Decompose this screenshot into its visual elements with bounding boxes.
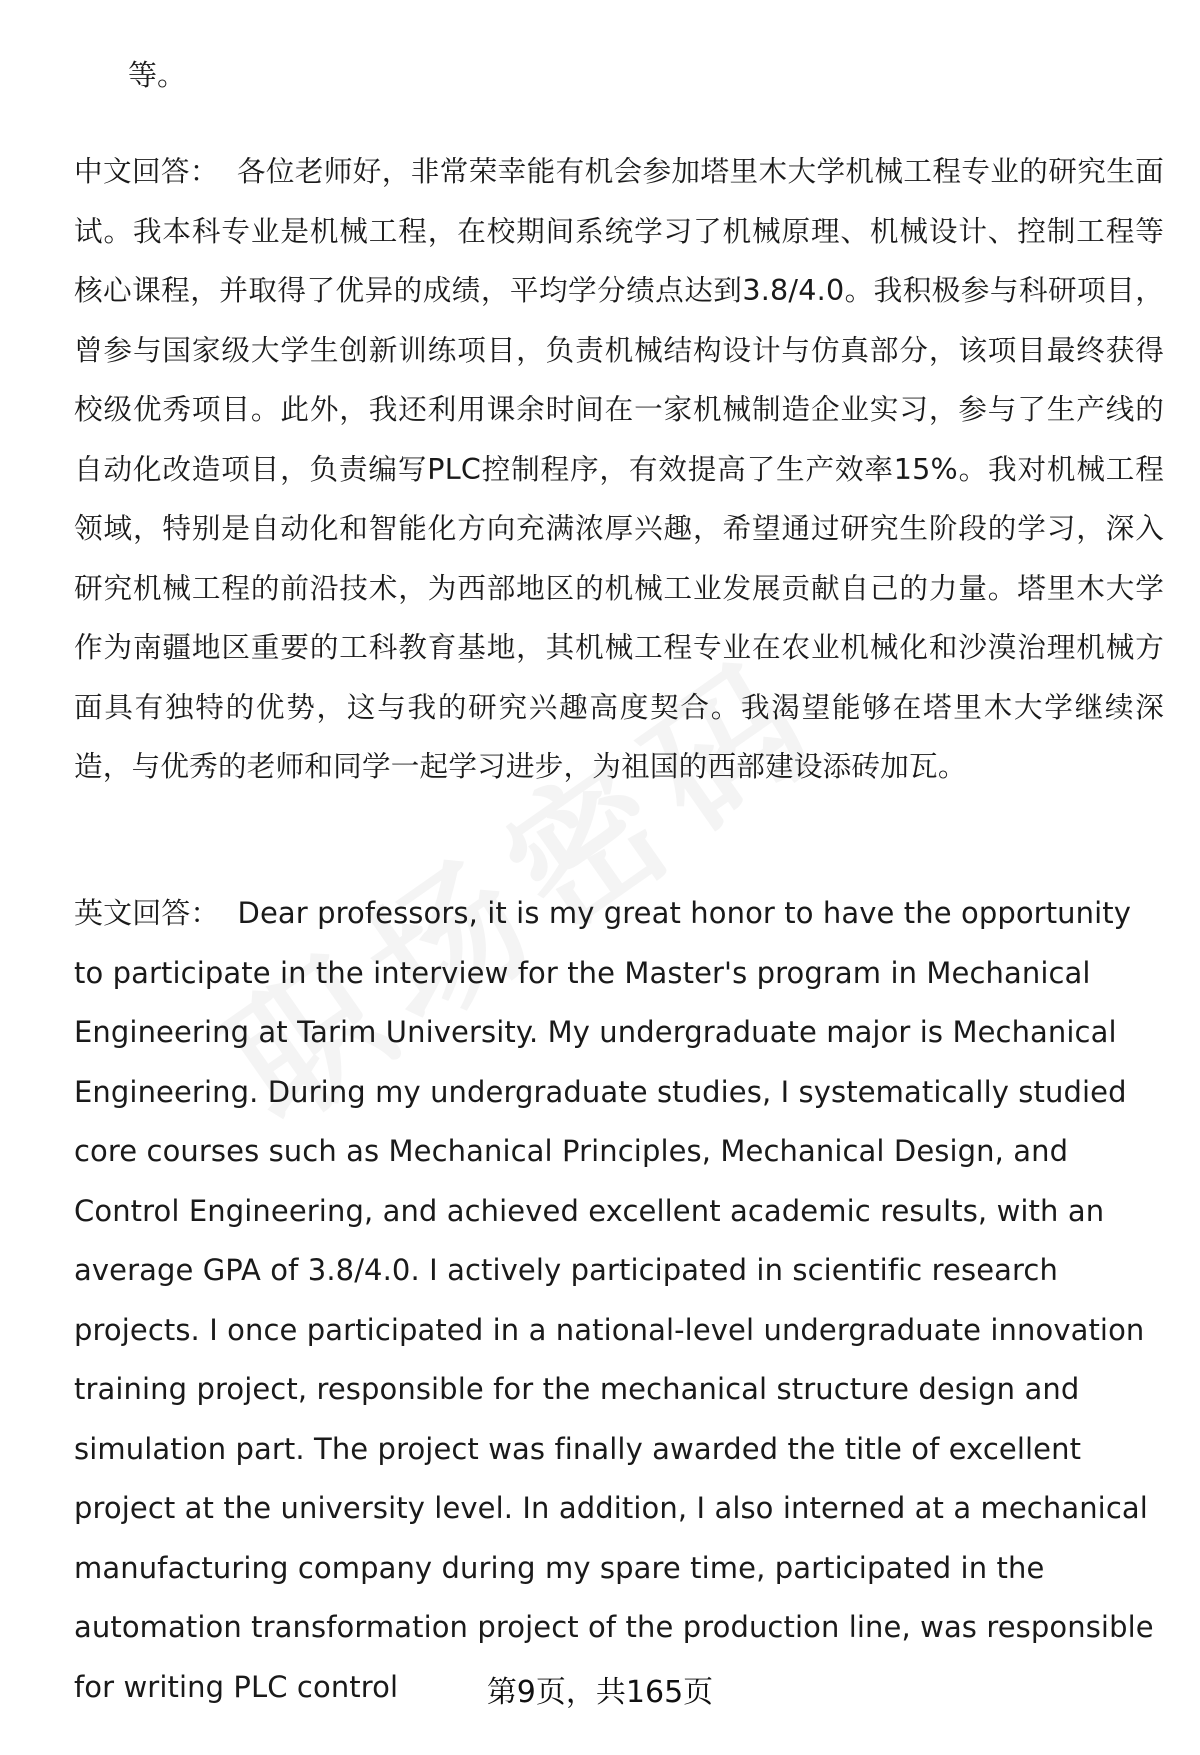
english-answer-paragraph (74, 884, 1164, 1717)
chinese-answer-label: 中文回答： (74, 154, 219, 188)
continuation-fragment: 等。 (128, 58, 187, 92)
english-answer-text: Dear professors, it is my great honor to have the opportunity to participate in the interview for the Master's program in Mechanical Engineering at Tarim University. My undergraduate major is Mechanical Engineering. During my undergraduate studies, I systematically studied core courses such as Mechanical Principles, Mechanical Design, and Control Engineering, and achieved excellent academic results, with an average GPA of 3.8/4.0. I actively participated in scientific research projects. I once participated in a national-level undergraduate innovation training project, responsible for the mechanical structure design and simulation part. The project was finally awarded the title of excellent project at the university level. In addition, I also interned at a mechanical manufacturing company during my spare time, participated in the automation transformation project of the production line, was responsible for writing PLC control (74, 896, 1154, 1704)
chinese-answer-paragraph (74, 142, 1164, 797)
page-number-footer: 第9页，共165页 (486, 1675, 714, 1710)
english-answer-label: 英文回答： (74, 896, 220, 930)
chinese-answer-text: 各位老师好，非常荣幸能有机会参加塔里木大学机械工程专业的研究生面试。我本科专业是机械工程，在校期间系统学习了机械原理、机械设计、控制工程等核心课程，并取得了优异的成绩，平均学分绩点达到3.8/4.0。我积极参与科研项目，曾参与国家级大学生创新训练项目，负责机械结构设计与仿真部分，该项目最终获得校级优秀项目。此外，我还利用课余时间在一家机械制造企业实习，参与了生产线的自动化改造项目，负责编写PLC控制程序，有效提高了生产效率15%。我对机械工程领域，特别是自动化和智能化方向充满浓厚兴趣，希望通过研究生阶段的学习，深入研究机械工程的前沿技术，为西部地区的机械工业发展贡献自己的力量。塔里木大学作为南疆地区重要的工科教育基地，其机械工程专业在农业机械化和沙漠治理机械方面具有独特的优势，这与我的研究兴趣高度契合。我渴望能够在塔里木大学继续深造，与优秀的老师和同学一起学习进步，为祖国的西部建设添砖加瓦。 (74, 154, 1164, 783)
